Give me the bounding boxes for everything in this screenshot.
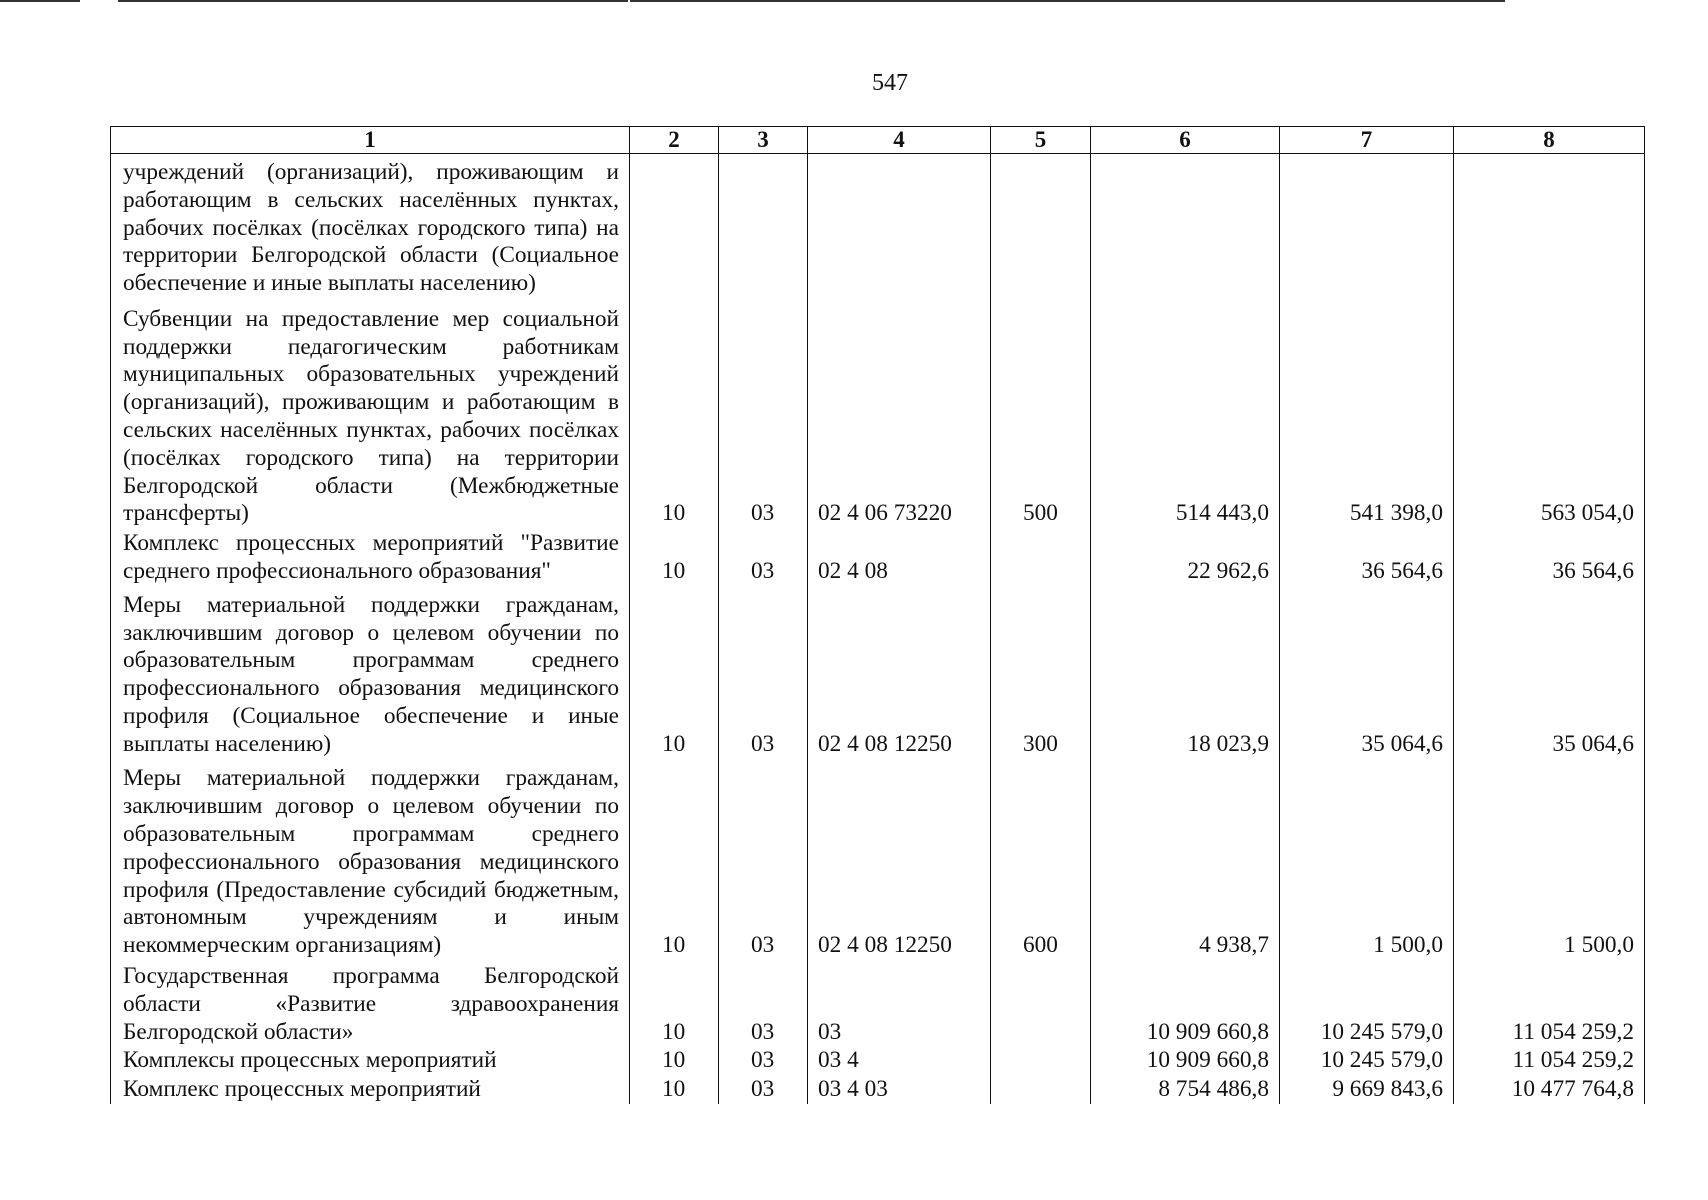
table-row xyxy=(111,298,1645,528)
cell-target-article: 02 4 08 12250 xyxy=(808,586,991,759)
cell-target-article: 03 4 03 xyxy=(808,1075,991,1104)
row-description: Меры материальной поддержки гражданам, заключившим договор о целевом обучении по образовательным программам среднего профессионального образования медицинского профиля (Социальное обеспечение и иные выплаты населению) xyxy=(111,586,630,759)
cell-amount-col6: 514 443,0 xyxy=(1091,298,1280,528)
column-header: 4 xyxy=(808,127,991,154)
row-description: Комплекс процессных мероприятий xyxy=(111,1075,630,1104)
column-header: 6 xyxy=(1091,127,1280,154)
cell-amount-col8: 11 054 259,2 xyxy=(1454,960,1645,1046)
cell-section: 10 xyxy=(630,1046,719,1075)
table-row xyxy=(111,759,1645,961)
cell-section xyxy=(630,154,719,298)
cell-section: 10 xyxy=(630,960,719,1046)
cell-subsection: 03 xyxy=(719,960,808,1046)
cell-subsection: 03 xyxy=(719,586,808,759)
table-row xyxy=(111,528,1645,586)
cell-section: 10 xyxy=(630,1075,719,1104)
cell-subsection: 03 xyxy=(719,1075,808,1104)
cell-expense-type xyxy=(991,1075,1091,1104)
cell-subsection: 03 xyxy=(719,298,808,528)
cell-subsection xyxy=(719,154,808,298)
budget-table xyxy=(110,126,1645,1104)
column-header: 7 xyxy=(1280,127,1454,154)
cell-amount-col6: 22 962,6 xyxy=(1091,528,1280,586)
cell-target-article: 03 xyxy=(808,960,991,1046)
cell-expense-type xyxy=(991,528,1091,586)
column-header: 2 xyxy=(630,127,719,154)
cell-expense-type: 600 xyxy=(991,759,1091,961)
cell-subsection: 03 xyxy=(719,1046,808,1075)
cell-target-article: 02 4 08 xyxy=(808,528,991,586)
cell-target-article: 03 4 xyxy=(808,1046,991,1075)
table-row xyxy=(111,586,1645,759)
row-description: Комплексы процессных мероприятий xyxy=(111,1046,630,1075)
top-rule-right xyxy=(630,0,1505,2)
top-rule-middle xyxy=(118,0,628,2)
cell-expense-type xyxy=(991,960,1091,1046)
cell-amount-col8: 10 477 764,8 xyxy=(1454,1075,1645,1104)
cell-amount-col7: 10 245 579,0 xyxy=(1280,960,1454,1046)
cell-section: 10 xyxy=(630,586,719,759)
cell-expense-type: 500 xyxy=(991,298,1091,528)
cell-section: 10 xyxy=(630,298,719,528)
cell-amount-col8 xyxy=(1454,154,1645,298)
cell-amount-col6: 18 023,9 xyxy=(1091,586,1280,759)
cell-expense-type: 300 xyxy=(991,586,1091,759)
cell-target-article: 02 4 06 73220 xyxy=(808,298,991,528)
cell-amount-col6: 10 909 660,8 xyxy=(1091,960,1280,1046)
row-description: Комплекс процессных мероприятий "Развитие среднего профессионального образования" xyxy=(111,528,630,586)
cell-amount-col6: 8 754 486,8 xyxy=(1091,1075,1280,1104)
column-header: 5 xyxy=(991,127,1091,154)
column-header: 8 xyxy=(1454,127,1645,154)
column-header: 1 xyxy=(111,127,630,154)
table-row xyxy=(111,1075,1645,1104)
cell-subsection: 03 xyxy=(719,759,808,961)
cell-amount-col8: 11 054 259,2 xyxy=(1454,1046,1645,1075)
cell-section: 10 xyxy=(630,759,719,961)
cell-amount-col6 xyxy=(1091,154,1280,298)
cell-amount-col7: 35 064,6 xyxy=(1280,586,1454,759)
cell-amount-col6: 10 909 660,8 xyxy=(1091,1046,1280,1075)
cell-section: 10 xyxy=(630,528,719,586)
row-description: Меры материальной поддержки гражданам, заключившим договор о целевом обучении по образовательным программам среднего профессионального образования медицинского профиля (Предоставление субсидий бюджетным, автономным учреждениям и иным некоммерческим организациям) xyxy=(111,759,630,961)
column-header: 3 xyxy=(719,127,808,154)
cell-amount-col8: 1 500,0 xyxy=(1454,759,1645,961)
cell-amount-col7: 541 398,0 xyxy=(1280,298,1454,528)
cell-amount-col8: 35 064,6 xyxy=(1454,586,1645,759)
cell-amount-col7 xyxy=(1280,154,1454,298)
cell-amount-col7: 9 669 843,6 xyxy=(1280,1075,1454,1104)
cell-amount-col7: 1 500,0 xyxy=(1280,759,1454,961)
cell-amount-col8: 36 564,6 xyxy=(1454,528,1645,586)
row-description: Субвенции на предоставление мер социальной поддержки педагогическим работникам муниципальных образовательных учреждений (организаций), проживающим и работающим в сельских населённых пунктах, рабочих посёлках (посёлках городского типа) на территории Белгородской области (Межбюджетные трансферты) xyxy=(111,298,630,528)
table-row xyxy=(111,960,1645,1046)
cell-subsection: 03 xyxy=(719,528,808,586)
cell-target-article: 02 4 08 12250 xyxy=(808,759,991,961)
page-number: 547 xyxy=(872,70,908,96)
cell-expense-type xyxy=(991,154,1091,298)
cell-amount-col7: 10 245 579,0 xyxy=(1280,1046,1454,1075)
cell-expense-type xyxy=(991,1046,1091,1075)
table-header-row xyxy=(111,127,1645,154)
row-description: Государственная программа Белгородской области «Развитие здравоохранения Белгородской области» xyxy=(111,960,630,1046)
top-rule-left xyxy=(0,0,80,2)
cell-amount-col8: 563 054,0 xyxy=(1454,298,1645,528)
table-row xyxy=(111,1046,1645,1075)
row-description: учреждений (организаций), проживающим и работающим в сельских населённых пунктах, рабочих посёлках (посёлках городского типа) на территории Белгородской области (Социальное обеспечение и иные выплаты населению) xyxy=(111,154,630,298)
cell-amount-col6: 4 938,7 xyxy=(1091,759,1280,961)
cell-target-article xyxy=(808,154,991,298)
table-row xyxy=(111,154,1645,298)
cell-amount-col7: 36 564,6 xyxy=(1280,528,1454,586)
